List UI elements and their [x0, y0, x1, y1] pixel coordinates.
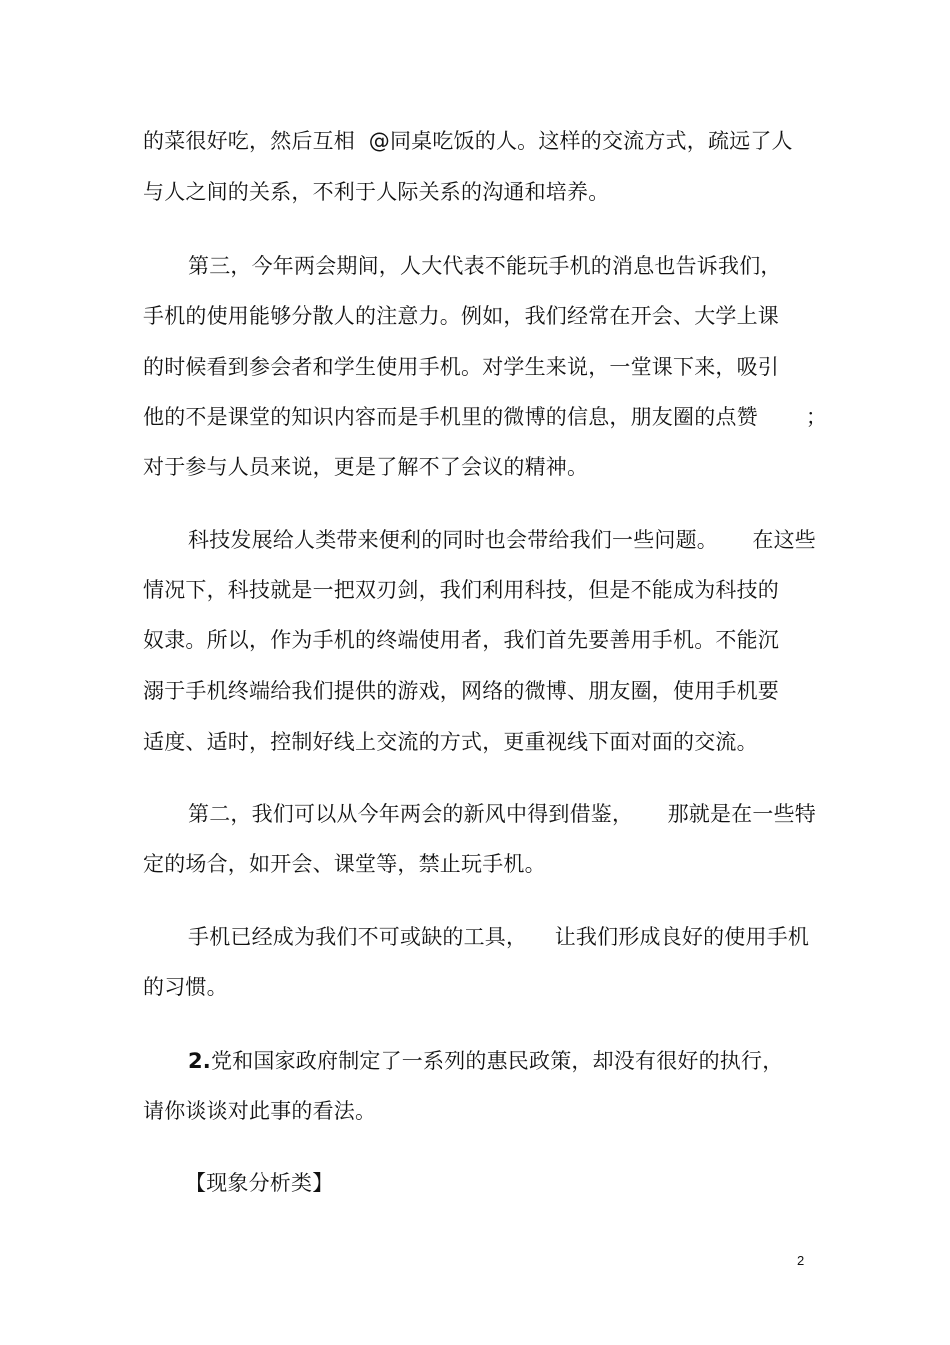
paragraph-3-line-4: 溺于手机终端给我们提供的游戏，网络的微博、朋友圈，使用手机要 [143, 679, 779, 703]
paragraph-3-line-3: 奴隶。所以，作为手机的终端使用者，我们首先要善用手机。不能沉 [143, 628, 779, 652]
paragraph-5-line-2: 的习惯。 [143, 975, 228, 999]
question-number: 2. [188, 1049, 211, 1073]
paragraph-2-line-5: 对于参与人员来说，更是了解不了会议的精神。 [143, 455, 589, 479]
paragraph-4-line-2: 定的场合，如开会、课堂等，禁止玩手机。 [143, 852, 546, 876]
paragraph-4-line-1: 第二，我们可以从今年两会的新风中得到借鉴， 那就是在一些特 [188, 802, 816, 826]
paragraph-2-line-3: 的时候看到参会者和学生使用手机。对学生来说，一堂课下来，吸引 [143, 355, 779, 379]
paragraph-2-line-1: 第三，今年两会期间，人大代表不能玩手机的消息也告诉我们， [188, 254, 782, 278]
paragraph-3-line-2: 情况下，科技就是一把双刃剑，我们利用科技，但是不能成为科技的 [143, 578, 779, 602]
question-line-2: 请你谈谈对此事的看法。 [143, 1099, 377, 1123]
paragraph-2-line-2: 手机的使用能够分散人的注意力。例如，我们经常在开会、大学上课 [143, 304, 779, 328]
page-number: 2 [797, 1253, 805, 1268]
paragraph-5-line-1: 手机已经成为我们不可或缺的工具， 让我们形成良好的使用手机 [188, 925, 810, 949]
paragraph-2-line-4: 他的不是课堂的知识内容而是手机里的微博的信息，朋友圈的点赞 ； [143, 405, 828, 429]
category-heading: 【现象分析类】 [185, 1171, 334, 1195]
paragraph-3-line-5: 适度、适时，控制好线上交流的方式，更重视线下面对面的交流。 [143, 730, 758, 754]
paragraph-1-line-2: 与人之间的关系，不利于人际关系的沟通和培养。 [143, 180, 610, 204]
question-text-1: 党和国家政府制定了一系列的惠民政策，却没有很好的执行， [211, 1049, 784, 1073]
paragraph-1-line-1: 的菜很好吃，然后互相 @同桌吃饭的人。这样的交流方式，疏远了人 [143, 129, 793, 153]
paragraph-3-line-1: 科技发展给人类带来便利的同时也会带给我们一些问题。 在这些 [188, 528, 816, 552]
question-line-1 [188, 1047, 783, 1075]
